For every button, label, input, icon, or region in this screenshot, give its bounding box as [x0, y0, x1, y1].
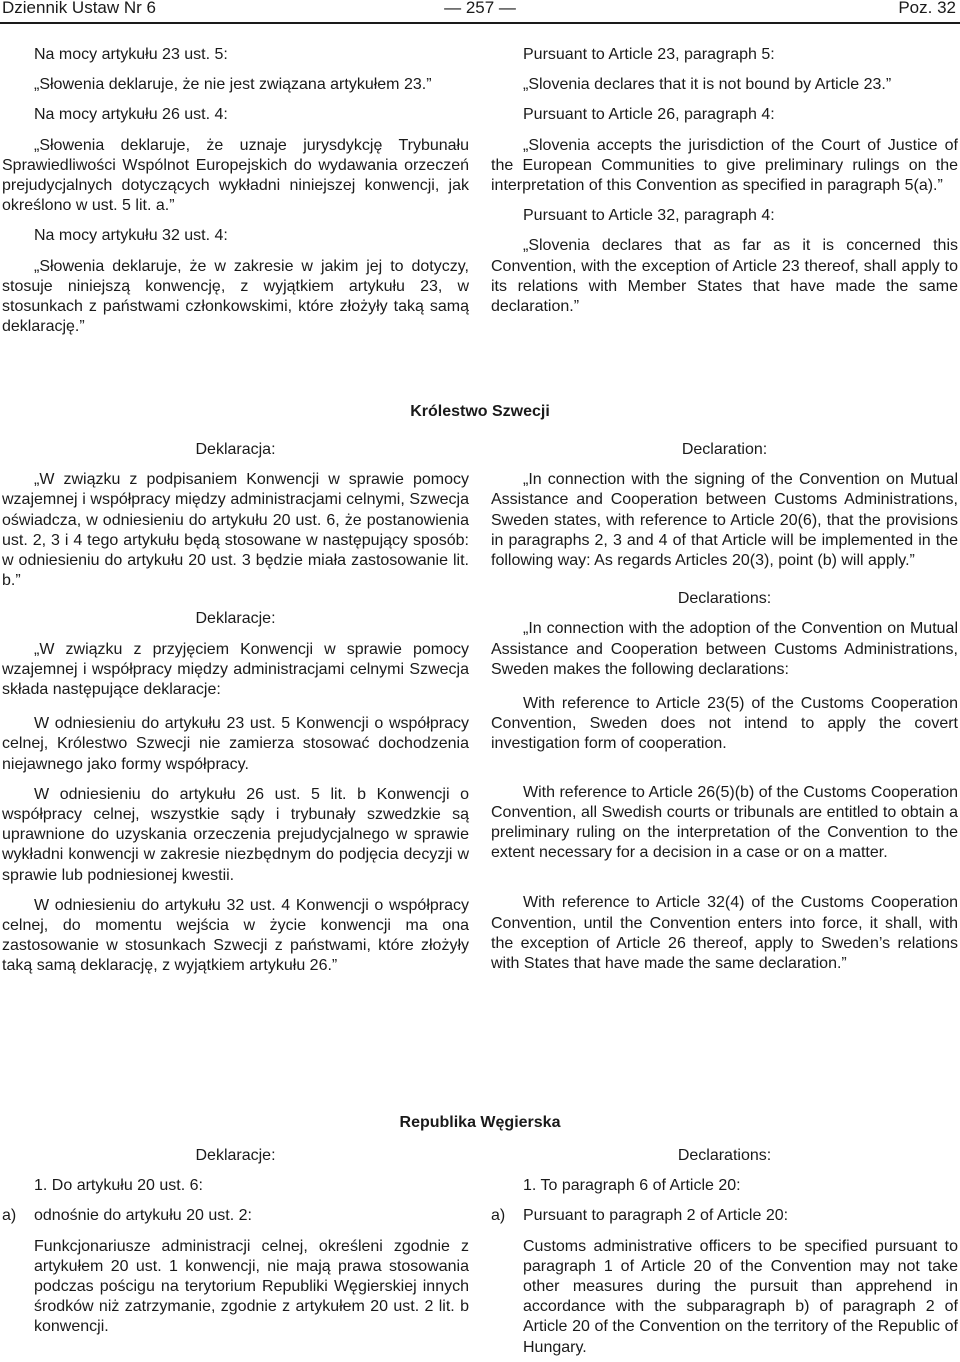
hungary-en-column — [491, 1146, 958, 1358]
slovenia-en-art23-text: „Slovenia declares that it is not bound by Article 23.” — [523, 76, 892, 94]
sweden-en-decl2-text: „In connection with the adoption of the Convention on Mutual Assistance and Cooperation between Customs Administrations, Sweden makes the following declarations: — [491, 620, 958, 678]
sweden-pl-decl2-title: Deklaracje: — [195, 610, 276, 628]
slovenia-en-art32-text: „Slovenia declares that as far as it is concerned this Convention, with the exception of Article 23 thereof, shall apply to its relations with Member States that have made the same declaration.” — [491, 237, 958, 316]
slovenia-pl-art32-intro: Na mocy artykułu 32 ust. 4: — [34, 227, 228, 245]
slovenia-pl-art26-text: „Słowenia deklaruje, że uznaje jurysdykcję Trybunału Sprawiedliwości Wspólnot Europejskich do wydawania orzeczeń prejudycjalnych dotyczących wykładni niniejszej konwencji, jak określono w ust. 5 lit. a.” — [2, 136, 469, 215]
sweden-pl-column — [2, 440, 469, 977]
sweden-en-column — [491, 440, 958, 974]
sweden-en-decl2-title: Declarations: — [677, 590, 772, 608]
item-number: Poz. 32 — [898, 0, 956, 17]
sweden-pl-item3: W odniesieniu do artykułu 32 ust. 4 Konwencji o współpracy celnej, do momentu wejścia w życie konwencji ma ona zastosowanie w stosunkach Szwecji z państwami, które złożyły taką samą deklarację, z wyjątkiem artykułu 26.” — [2, 896, 469, 975]
sweden-heading: Królestwo Szwecji — [410, 403, 550, 420]
slovenia-en-art32-intro: Pursuant to Article 32, paragraph 4: — [523, 207, 775, 225]
slovenia-pl-art26-intro: Na mocy artykułu 26 ust. 4: — [34, 106, 228, 124]
sweden-pl-item1: W odniesieniu do artykułu 23 ust. 5 Konwencji o współpracy celnej, Królestwo Szwecji nie zamierza stosować dochodzenia niejawnego jako formy współpracy. — [2, 715, 469, 773]
hungary-pl-point-a-label: a) — [2, 1207, 17, 1225]
hungary-pl-title: Deklaracje: — [195, 1147, 276, 1164]
header-rule — [0, 22, 960, 24]
hungary-pl-column — [2, 1146, 469, 1338]
hungary-pl-point-a — [2, 1206, 469, 1226]
sweden-pl-decl2-text: „W związku z przyjęciem Konwencji w sprawie pomocy wzajemnej i współpracy między administracjami celnymi Szwecja składa następujące deklaracje: — [2, 640, 469, 699]
hungary-heading: Republika Węgierska — [399, 1114, 561, 1131]
sweden-pl-item2: W odniesieniu do artykułu 26 ust. 5 lit. b Konwencji o współpracy celnej, wszystkie sądy i trybunały szwedzkie są uprawnione do uzyskania orzeczenia prejudycjalnego w sprawie wykładni konwencji w zakresie niezbędnym do podjęcia decyzji w sprawie lub podniesionej kwestii. — [2, 785, 469, 884]
slovenia-en-column — [491, 45, 958, 317]
sweden-en-item3: With reference to Article 32(4) of the Customs Cooperation Convention, until the Convention enters into force, it shall, with the exception of Article 26 thereof, apply to Sweden’s relations with States that have made the same declaration.” — [491, 894, 958, 973]
journal-title: Dziennik Ustaw Nr 6 — [2, 0, 156, 17]
page-header — [0, 0, 960, 20]
slovenia-pl-art32-text: „Słowenia deklaruje, że w zakresie w jakim jej to dotyczy, stosuje niniejszą konwencję, z wyjątkiem artykułu 23, w stosunkach z państwami członkowskimi, które złożyły taką samą deklarację.” — [2, 257, 469, 336]
sweden-en-item1: With reference to Article 23(5) of the Customs Cooperation Convention, Sweden does not intend to apply the covert investigation form of cooperation. — [491, 695, 958, 753]
hungary-en-point-a-label: a) — [491, 1207, 506, 1225]
hungary-en-title: Declarations: — [677, 1147, 772, 1164]
slovenia-en-art26-text: „Slovenia accepts the jurisdiction of the Court of Justice of the European Communities to give preliminary rulings on the interpretation of this Convention as specified in paragraph 5(a).” — [491, 136, 958, 195]
hungary-en-text: Customs administrative officers to be specified pursuant to paragraph 1 of Article 20 of the Convention may not take other measures during the pursuit than apprehend in accordance with the subparagraph b) of paragraph 2 of Article 20 of the Convention on the territory of the Republic of Hungary. — [523, 1237, 958, 1356]
slovenia-pl-art23-intro: Na mocy artykułu 23 ust. 5: — [34, 46, 228, 63]
sweden-en-decl1-title: Declaration: — [681, 441, 768, 458]
slovenia-pl-art23-text: „Słowenia deklaruje, że nie jest związana artykułem 23.” — [34, 76, 432, 94]
slovenia-en-art26-intro: Pursuant to Article 26, paragraph 4: — [523, 106, 775, 124]
page-number: — 257 — — [444, 0, 516, 17]
hungary-en-point1: 1. To paragraph 6 of Article 20: — [523, 1177, 741, 1195]
hungary-pl-point-a-text: odnośnie do artykułu 20 ust. 2: — [34, 1207, 252, 1225]
slovenia-pl-column — [2, 45, 469, 337]
sweden-pl-decl1-text: „W związku z podpisaniem Konwencji w sprawie pomocy wzajemnej i współpracy między administracjami celnymi, Szwecja oświadcza, w odniesieniu do artykułu 20 ust. 6, że postanowienia ust. 2, 3 i 4 tego artykułu będą stosowane w następujący sposób: w odniesieniu do artykułu 20 ust. 3 będzie miała zastosowanie lit. b.” — [2, 471, 469, 590]
hungary-pl-point1: 1. Do artykułu 20 ust. 6: — [34, 1177, 203, 1195]
hungary-en-point-a — [491, 1206, 958, 1226]
slovenia-en-art23-intro: Pursuant to Article 23, paragraph 5: — [523, 46, 775, 63]
hungary-en-point-a-text: Pursuant to paragraph 2 of Article 20: — [523, 1207, 789, 1225]
sweden-pl-decl1-title: Deklaracja: — [195, 441, 276, 458]
sweden-en-item2: With reference to Article 26(5)(b) of the Customs Cooperation Convention, all Swedish courts or tribunals are entitled to obtain a preliminary ruling on the interpretation of the Convention to the extent necessary for a decision in a case or on a matter. — [491, 783, 958, 862]
hungary-pl-text: Funkcjonariusze administracji celnej, określeni zgodnie z artykułem 20 ust. 1 konwencji, nie mają prawa stosowania podczas pościgu na terytorium Republiki Węgierskiej innych środków niż zatrzymanie, zgodnie z artykułem 20 ust. 2 lit. b konwencji. — [34, 1237, 469, 1336]
sweden-en-decl1-text: „In connection with the signing of the Convention on Mutual Assistance and Cooperation between Customs Administrations, Sweden states, with reference to Article 20(6), that the provisions in paragraphs 2, 3 and 4 of that Article will be implemented in the following way: As regards Articles 20(3), point (b) will apply.” — [491, 471, 958, 570]
